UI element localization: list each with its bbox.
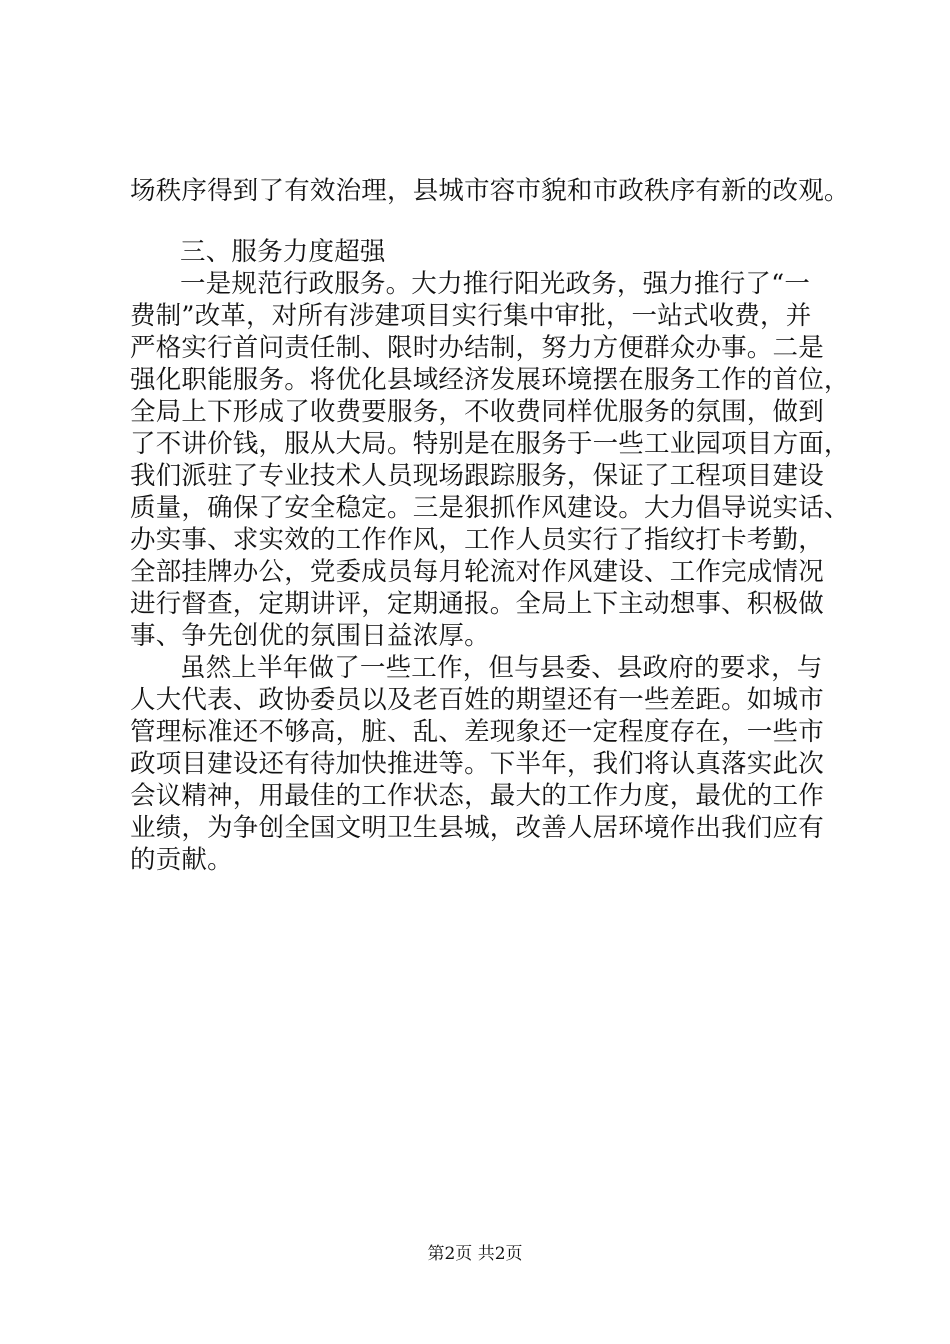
text-line: 虽然上半年做了一些工作，但与县委、县政府的要求，与 — [180, 653, 823, 683]
text-line: 会议精神，用最佳的工作状态，最大的工作力度，最优的工作 — [130, 781, 824, 811]
text-line: 质量，确保了安全稳定。三是狠抓作风建设。大力倡导说实话、 — [130, 493, 850, 523]
text-line: 我们派驻了专业技术人员现场跟踪服务，保证了工程项目建设 — [130, 461, 824, 491]
text-line: 场秩序得到了有效治理，县城市容市貌和市政秩序有新的改观。 — [130, 176, 850, 206]
text-line: 管理标准还不够高，脏、乱、差现象还一定程度存在，一些市 — [130, 717, 824, 747]
section-heading: 三、服务力度超强 — [180, 237, 386, 267]
text-line: 全部挂牌办公，党委成员每月轮流对作风建设、工作完成情况 — [130, 557, 824, 587]
text-line: 严格实行首问责任制、限时办结制，努力方便群众办事。二是 — [130, 333, 824, 363]
page-number: 第2页 共2页 — [427, 1244, 523, 1264]
text-line: 全局上下形成了收费要服务，不收费同样优服务的氛围，做到 — [130, 397, 824, 427]
text-line: 了不讲价钱，服从大局。特别是在服务于一些工业园项目方面， — [130, 429, 850, 459]
text-line: 强化职能服务。将优化县域经济发展环境摆在服务工作的首位， — [130, 365, 850, 395]
text-line: 一是规范行政服务。大力推行阳光政务，强力推行了“一 — [180, 269, 811, 299]
text-line: 的贡献。 — [130, 845, 233, 875]
text-line: 业绩，为争创全国文明卫生县城，改善人居环境作出我们应有 — [130, 813, 824, 843]
text-line: 人大代表、政协委员以及老百姓的期望还有一些差距。如城市 — [130, 685, 824, 715]
text-line: 政项目建设还有待加快推进等。下半年，我们将认真落实此次 — [130, 749, 824, 779]
text-line: 事、争先创优的氛围日益浓厚。 — [130, 621, 490, 651]
text-line: 办实事、求实效的工作作风，工作人员实行了指纹打卡考勤， — [130, 525, 824, 555]
text-line: 进行督查，定期讲评，定期通报。全局上下主动想事、积极做 — [130, 589, 824, 619]
text-line: 费制”改革，对所有涉建项目实行集中审批，一站式收费，并 — [130, 301, 812, 331]
